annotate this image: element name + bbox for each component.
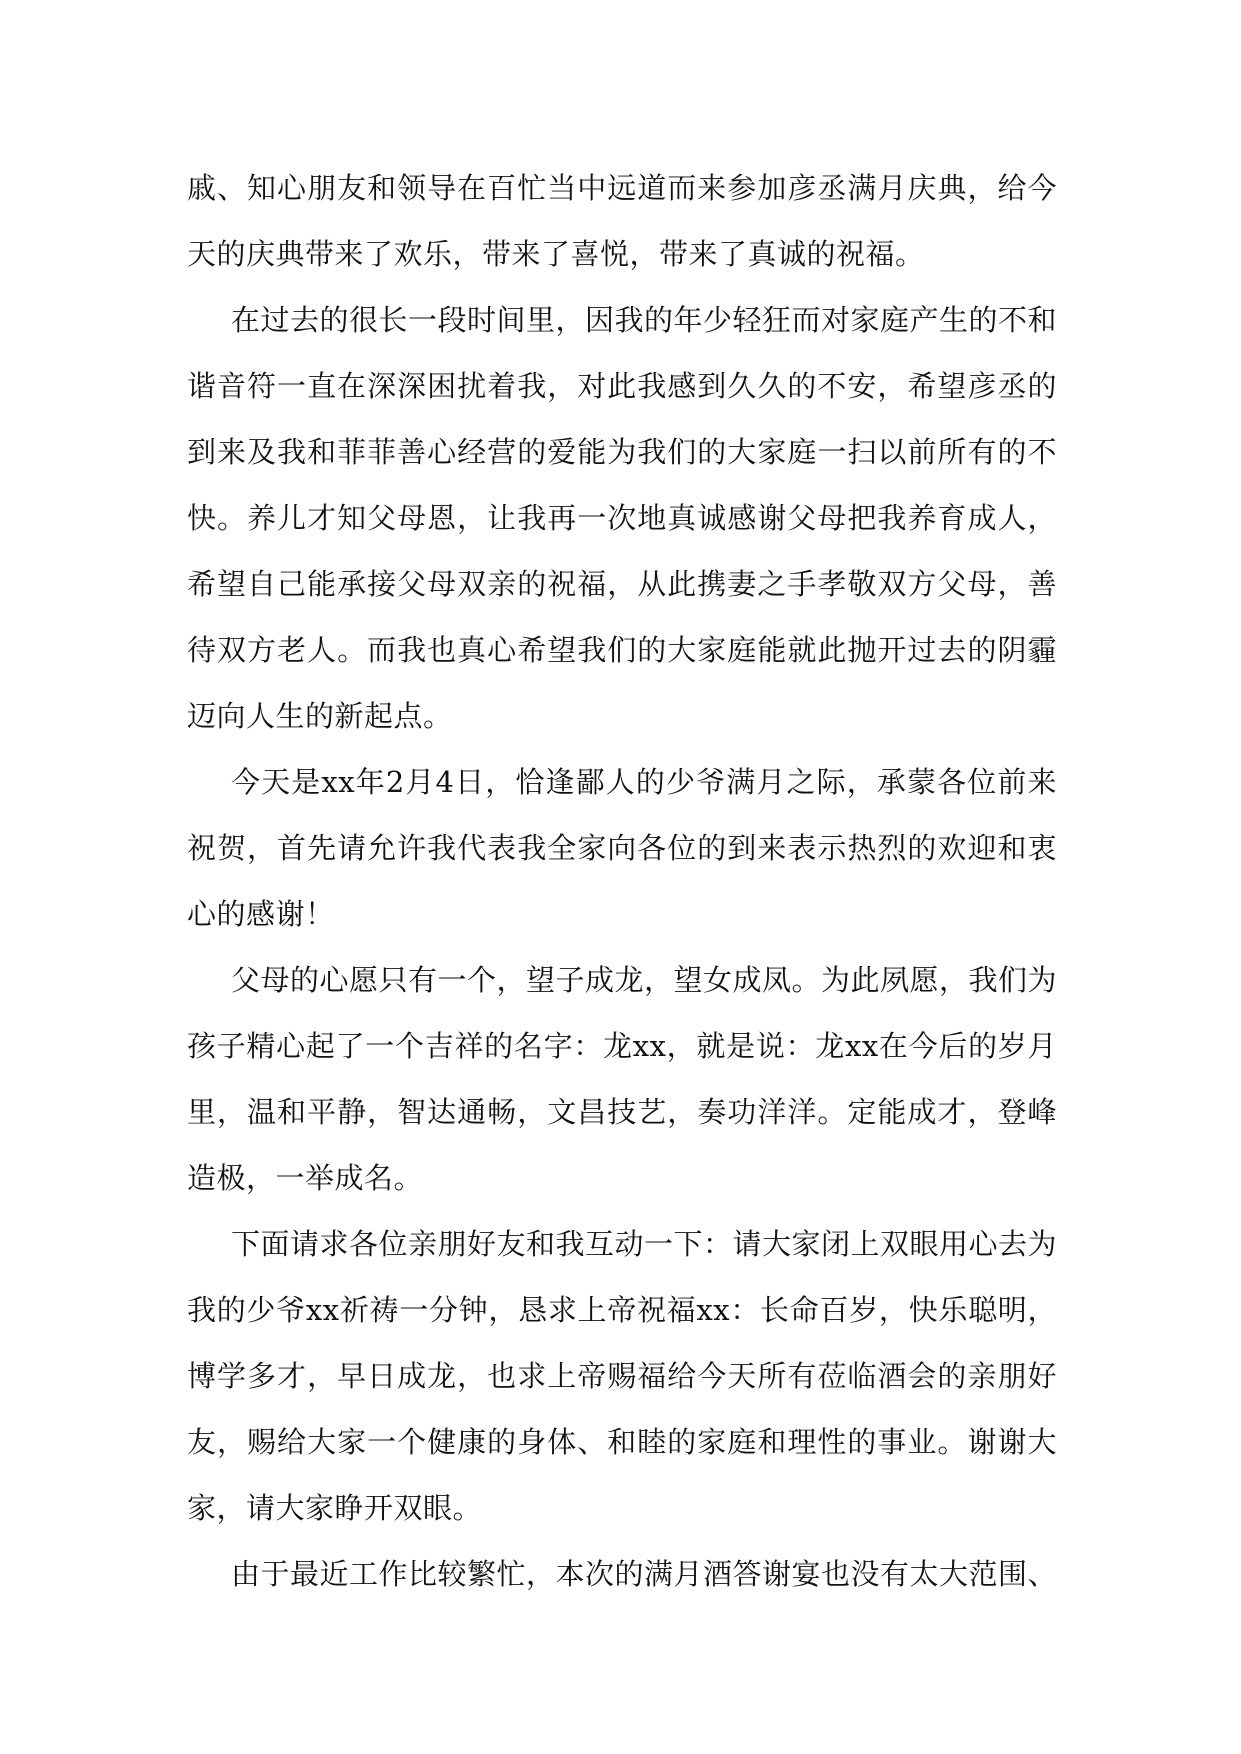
paragraph-closing: 由于最近工作比较繁忙，本次的满月酒答谢宴也没有太大范围、 bbox=[231, 1557, 1058, 1591]
paragraph-family-harmony: 在过去的很长一段时间里，因我的年少轻狂而对家庭产生的不和谐音符一直在深深困扰着我，对此我感到久久的不安，希望彦丞的到来及我和菲菲善心经营的爱能为我们的大家庭一扫以前所有的不快。养儿才知父母恩，让我再一次地真诚感谢父母把我养育成人，希望自己能承接父母双亲的祝福，从此携妻之手孝敬双方父母，善待双方老人。而我也真心希望我们的大家庭能就此抛开过去的阴霾迈向人生的新起点。 bbox=[187, 303, 1058, 733]
paragraph-naming: 父母的心愿只有一个，望子成龙，望女成凤。为此夙愿，我们为孩子精心起了一个吉祥的名字：龙xx，就是说：龙xx在今后的岁月里，温和平静，智达通畅，文昌技艺，奏功洋洋。定能成才，登峰造极，一举成名。 bbox=[187, 963, 1058, 1195]
document-body bbox=[187, 155, 1057, 1607]
paragraph-welcome: 今天是xx年2月4日，恰逢鄙人的少爷满月之际，承蒙各位前来祝贺，首先请允许我代表我全家向各位的到来表示热烈的欢迎和衷心的感谢！ bbox=[187, 765, 1057, 931]
paragraph-continuation: 戚、知心朋友和领导在百忙当中远道而来参加彦丞满月庆典，给今天的庆典带来了欢乐，带来了喜悦，带来了真诚的祝福。 bbox=[187, 171, 1057, 271]
paragraph-prayer: 下面请求各位亲朋好友和我互动一下：请大家闭上双眼用心去为我的少爷xx祈祷一分钟，恳求上帝祝福xx：长命百岁，快乐聪明，博学多才，早日成龙，也求上帝赐福给今天所有莅临酒会的亲朋好友，赐给大家一个健康的身体、和睦的家庭和理性的事业。谢谢大家，请大家睁开双眼。 bbox=[187, 1227, 1058, 1525]
